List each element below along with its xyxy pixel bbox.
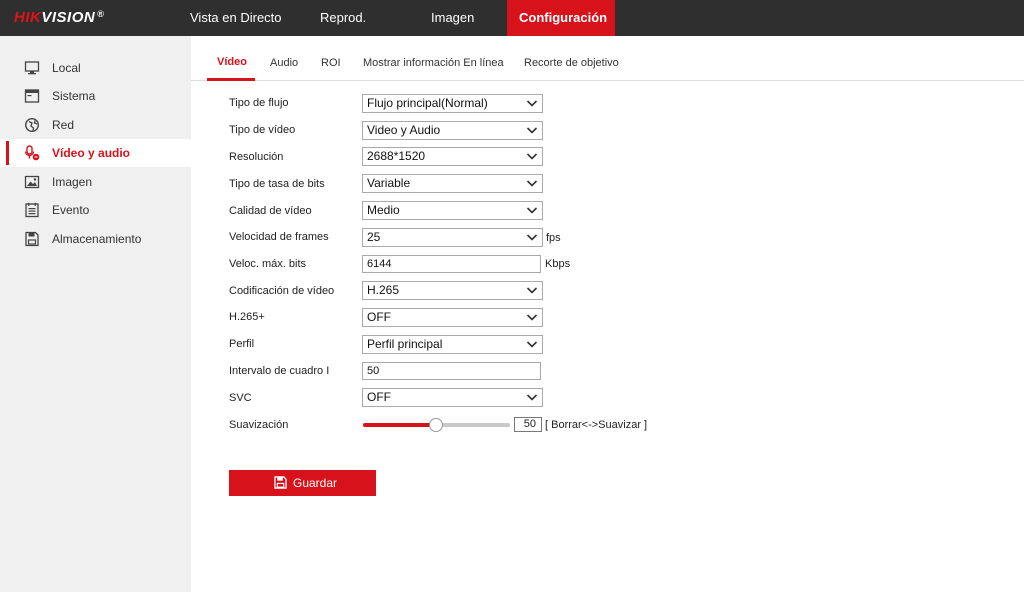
topnav-configuration[interactable]: Configuración [507, 0, 615, 36]
sidebar-item-label: Red [52, 118, 75, 132]
save-disk-icon [274, 476, 287, 489]
hikvision-logo: HIKVISION ® [14, 9, 105, 26]
stream-type-label: Tipo de flujo [229, 97, 289, 109]
bitrate-type-select[interactable] [362, 174, 543, 193]
frame-rate-value: 25 [367, 230, 381, 244]
tab-roi[interactable]: ROI [321, 57, 341, 69]
stream-type-select[interactable] [362, 94, 543, 113]
smoothing-value-input[interactable]: 50 [514, 417, 542, 432]
topnav-live-view[interactable]: Vista en Directo [190, 10, 282, 25]
i-frame-interval-label: Intervalo de cuadro I [229, 365, 330, 377]
save-button-label: Guardar [293, 476, 338, 490]
chevron-down-icon [526, 97, 538, 109]
sidebar-item-image[interactable] [0, 168, 191, 196]
bitrate-type-label: Tipo de tasa de bits [229, 178, 325, 190]
profile-label: Perfil [229, 338, 255, 350]
video-audio-icon [24, 145, 40, 161]
sidebar-item-video-audio[interactable] [0, 139, 191, 167]
topnav-image[interactable]: Imagen [431, 10, 475, 25]
sidebar-item-label: Almacenamiento [52, 232, 142, 246]
sidebar-item-network[interactable] [0, 111, 191, 139]
globe-icon [24, 117, 40, 133]
bitrate-type-value: Variable [367, 176, 411, 190]
frame-rate-unit: fps [546, 232, 561, 244]
tab-audio[interactable]: Audio [270, 57, 299, 69]
video-type-label: Tipo de vídeo [229, 124, 296, 136]
active-tab-underline [207, 78, 255, 81]
tab-target-cropping[interactable]: Recorte de objetivo [524, 57, 619, 69]
sidebar-item-system[interactable] [0, 82, 191, 110]
h265plus-label: H.265+ [229, 311, 265, 323]
h265plus-value: OFF [367, 310, 391, 324]
resolution-label: Resolución [229, 151, 284, 163]
profile-value: Perfil principal [367, 337, 443, 351]
image-icon [24, 174, 40, 190]
chevron-down-icon [526, 311, 538, 323]
save-button[interactable] [229, 470, 376, 496]
video-type-select[interactable] [362, 121, 543, 140]
sidebar-item-label: Imagen [52, 175, 93, 189]
sidebar-item-storage[interactable] [0, 225, 191, 253]
svc-value: OFF [367, 390, 391, 404]
event-list-icon [24, 202, 40, 218]
sidebar-item-event[interactable] [0, 196, 191, 224]
config-tabs [191, 36, 1024, 81]
active-indicator [6, 141, 9, 165]
topnav-playback[interactable]: Reprod. [320, 10, 367, 25]
video-quality-value: Medio [367, 203, 400, 217]
frame-rate-label: Velocidad de frames [229, 231, 329, 243]
h265plus-select[interactable] [362, 308, 543, 327]
sidebar-item-label: Evento [52, 203, 90, 217]
chevron-down-icon [526, 338, 538, 350]
smoothing-slider-handle[interactable] [429, 418, 443, 432]
max-bitrate-label: Veloc. máx. bits [229, 258, 307, 270]
sidebar-item-label: Vídeo y audio [52, 146, 131, 160]
stream-type-value: Flujo principal(Normal) [367, 96, 488, 110]
max-bitrate-unit: Kbps [545, 258, 571, 270]
chevron-down-icon [526, 284, 538, 296]
system-window-icon [24, 88, 40, 104]
top-navigation-bar [0, 0, 1024, 36]
max-bitrate-input[interactable]: 6144 [362, 255, 541, 273]
video-type-value: Video y Audio [367, 123, 441, 137]
resolution-select[interactable] [362, 147, 543, 166]
chevron-down-icon [526, 231, 538, 243]
resolution-value: 2688*1520 [367, 149, 426, 163]
chevron-down-icon [526, 124, 538, 136]
chevron-down-icon [526, 204, 538, 216]
sidebar-item-label: Local [52, 61, 81, 75]
smoothing-label: Suavización [229, 419, 289, 431]
chevron-down-icon [526, 177, 538, 189]
tab-osd-info[interactable]: Mostrar información En línea [363, 57, 504, 69]
svc-select[interactable] [362, 388, 543, 407]
video-encoding-value: H.265 [367, 283, 400, 297]
sidebar [0, 36, 191, 592]
smoothing-hint: [ Borrar<->Suavizar ] [545, 419, 648, 431]
tab-video[interactable]: Vídeo [217, 56, 247, 68]
chevron-down-icon [526, 150, 538, 162]
svc-label: SVC [229, 392, 252, 404]
profile-select[interactable] [362, 335, 543, 354]
video-quality-label: Calidad de vídeo [229, 205, 312, 217]
smoothing-slider-fill [363, 423, 436, 427]
storage-icon [24, 231, 40, 247]
i-frame-interval-input[interactable]: 50 [362, 362, 541, 380]
video-quality-select[interactable] [362, 201, 543, 220]
chevron-down-icon [526, 391, 538, 403]
sidebar-item-label: Sistema [52, 89, 96, 103]
video-encoding-label: Codificación de vídeo [229, 285, 335, 297]
video-encoding-select[interactable] [362, 281, 543, 300]
sidebar-item-local[interactable] [0, 54, 191, 82]
monitor-icon [24, 60, 40, 76]
frame-rate-select[interactable] [362, 228, 543, 247]
